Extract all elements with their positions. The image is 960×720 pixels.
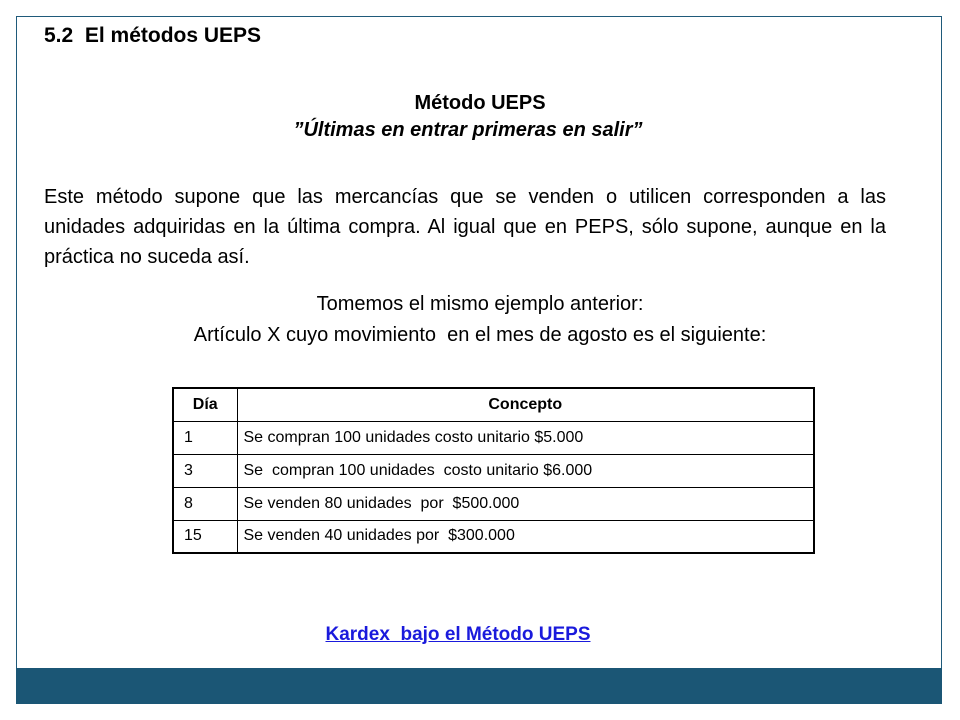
cell-concepto: Se venden 40 unidades por $300.000 <box>237 520 814 553</box>
table-row <box>173 454 814 487</box>
cell-dia: 1 <box>173 421 237 454</box>
header-concepto: Concepto <box>237 388 814 421</box>
cell-concepto: Se compran 100 unidades costo unitario $6.000 <box>237 454 814 487</box>
cell-concepto: Se compran 100 unidades costo unitario $5.000 <box>237 421 814 454</box>
cell-dia: 8 <box>173 487 237 520</box>
kardex-ueps-link[interactable]: Kardex bajo el Método UEPS <box>325 624 591 645</box>
method-title: Método UEPS <box>414 92 546 114</box>
footer-bar <box>16 668 942 704</box>
header-dia: Día <box>173 388 237 421</box>
cell-dia: 15 <box>173 520 237 553</box>
movements-table <box>172 387 815 554</box>
table-row <box>173 421 814 454</box>
intro-line-1: Tomemos el mismo ejemplo anterior: <box>316 293 644 315</box>
table-row <box>173 487 814 520</box>
cell-dia: 3 <box>173 454 237 487</box>
section-title: 5.2 El métodos UEPS <box>44 24 262 47</box>
table-header-row <box>173 388 814 421</box>
intro-line-2: Artículo X cuyo movimiento en el mes de agosto es el siguiente: <box>193 324 767 346</box>
table-row <box>173 520 814 553</box>
cell-concepto: Se venden 80 unidades por $500.000 <box>237 487 814 520</box>
method-subtitle: ”Últimas en entrar primeras en salir” <box>293 119 643 141</box>
description-paragraph: Este método supone que las mercancías que se venden o utilicen corresponden a las unidades adquiridas en la última compra. Al igual que en PEPS, sólo supone, aunque en la práctica no suceda así. <box>44 186 886 268</box>
